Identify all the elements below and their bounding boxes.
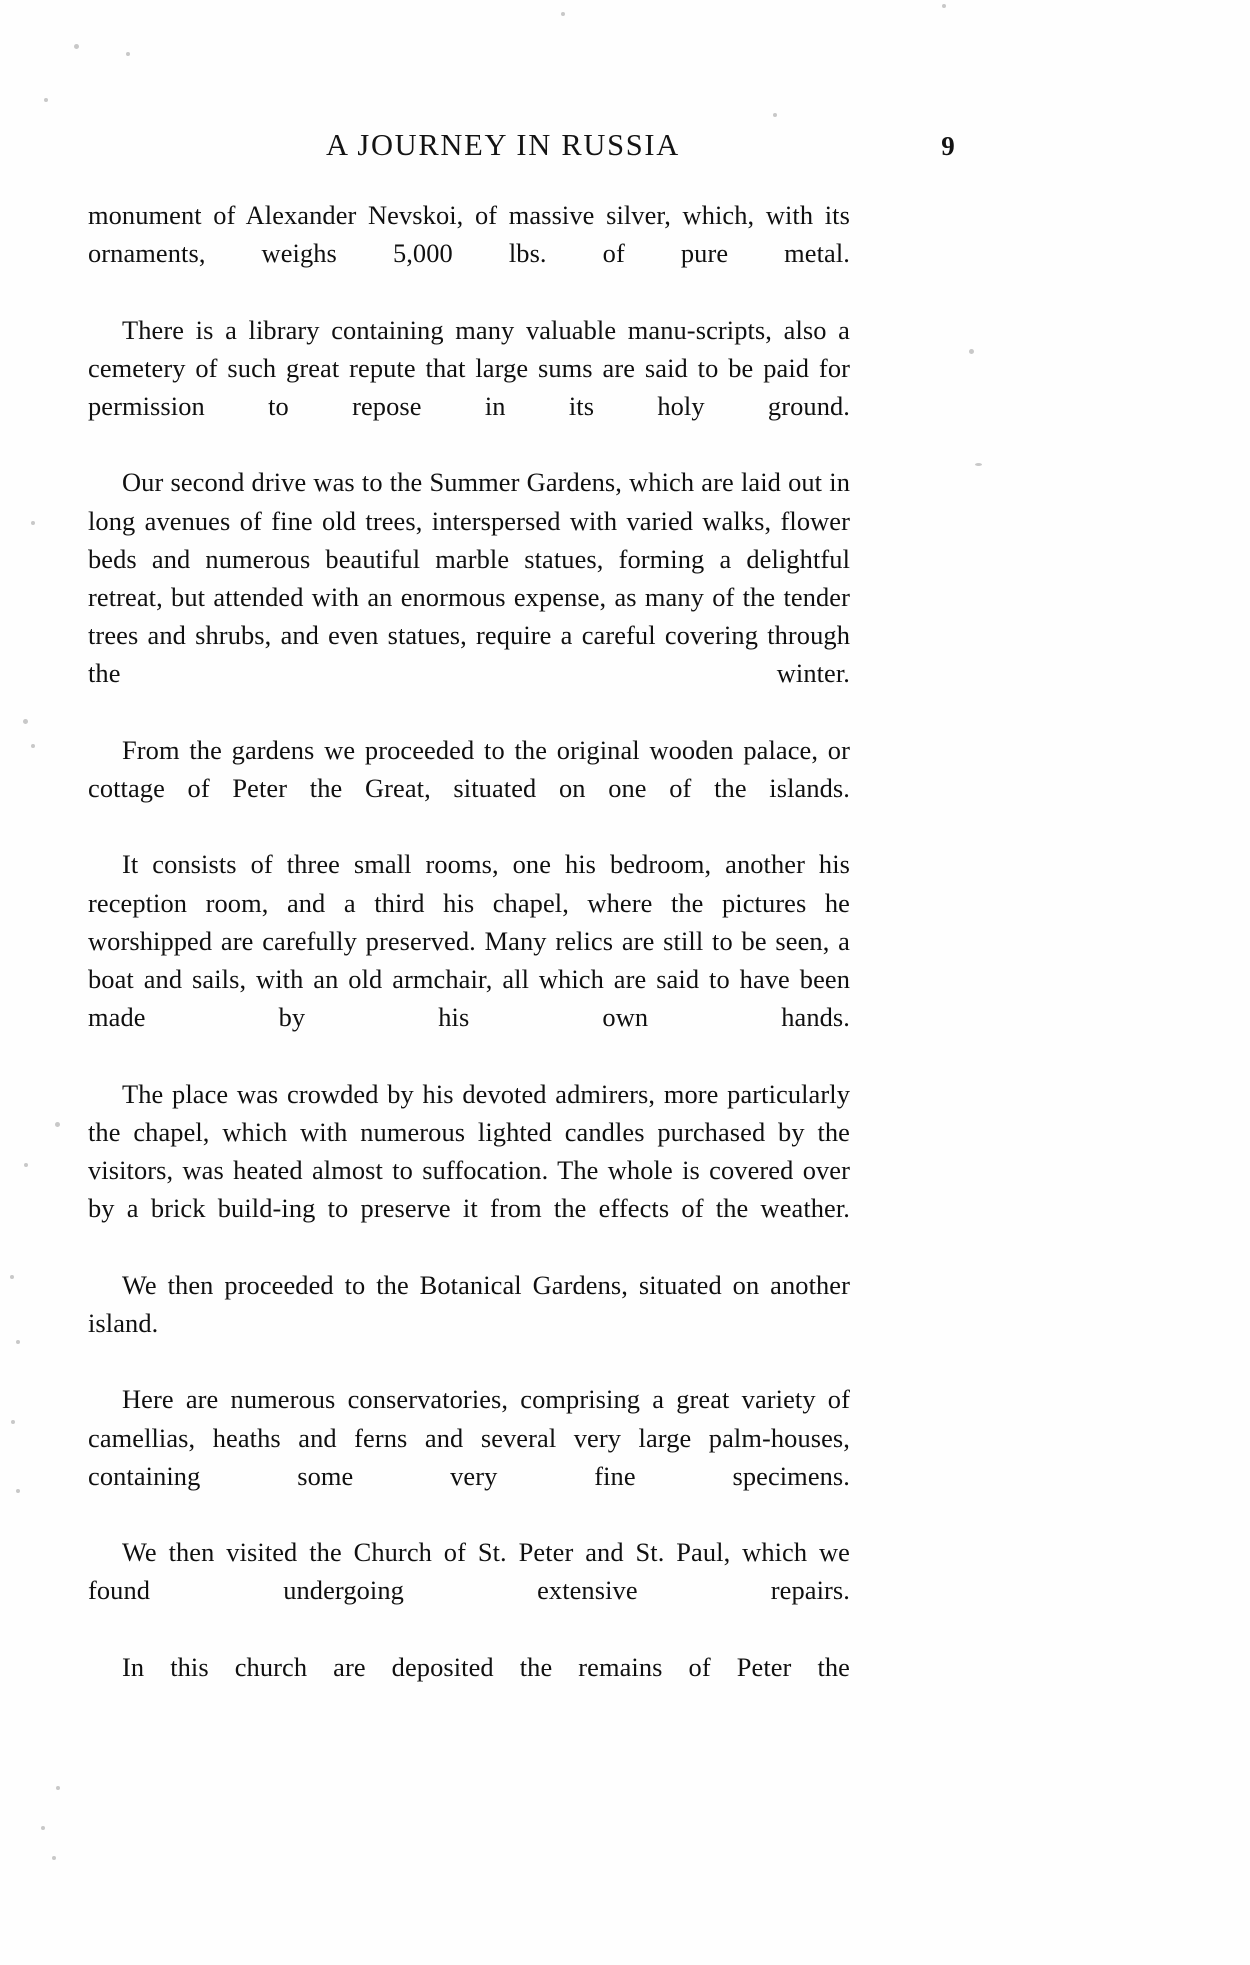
body-text-column bbox=[88, 196, 850, 1724]
scan-speck bbox=[56, 1786, 60, 1790]
paragraph: We then proceeded to the Botanical Gardens, situated on another island. bbox=[88, 1269, 850, 1338]
scan-speck bbox=[942, 4, 946, 8]
paragraph: The place was crowded by his devoted admirers, more particularly the chapel, which with numerous lighted candles purchased by the visitors, was heated almost to suffocation. The whole is covered over by a brick build-ing to preserve it from the effects of the weather. bbox=[88, 1078, 850, 1224]
scan-speck bbox=[16, 1340, 20, 1344]
paragraph: From the gardens we proceeded to the original wooden palace, or cottage of Peter the Great, situated on one of the islands. bbox=[88, 734, 850, 804]
scan-speck bbox=[74, 44, 79, 49]
scan-speck bbox=[975, 463, 982, 466]
scan-speck bbox=[52, 1856, 56, 1860]
paragraph: Our second drive was to the Summer Gardens, which are laid out in long avenues of fine old trees, interspersed with varied walks, flower beds and numerous beautiful marble statues, forming a delightful retreat, but attended with an enormous expense, as many of the tender trees and shrubs, and even statues, require a careful covering through the winter. bbox=[88, 467, 850, 689]
scan-speck bbox=[55, 1122, 60, 1127]
scan-speck bbox=[16, 1489, 20, 1493]
paragraph: There is a library containing many valuable manu-scripts, also a cemetery of such great repute that large sums are said to be paid for permission to repose in its holy ground. bbox=[88, 314, 850, 422]
scan-speck bbox=[31, 521, 35, 525]
scan-speck bbox=[23, 719, 28, 724]
paragraph: It consists of three small rooms, one his bedroom, another his reception room, and a third his chapel, where the pictures he worshipped are carefully preserved. Many relics are still to be seen, a boat and sails, with an old armchair, all which are said to have been made by his own hands. bbox=[88, 849, 850, 1033]
scan-speck bbox=[31, 744, 35, 748]
paragraph: We then visited the Church of St. Peter and St. Paul, which we found undergoing extensive repairs. bbox=[88, 1537, 850, 1606]
scan-speck bbox=[773, 113, 777, 117]
scan-speck bbox=[41, 1826, 45, 1830]
page-header bbox=[108, 128, 1058, 172]
scan-speck bbox=[561, 12, 565, 16]
paragraph: Here are numerous conservatories, comprising a great variety of camellias, heaths and ferns and several very large palm-houses, containing some very fine specimens. bbox=[88, 1384, 850, 1491]
paragraph: monument of Alexander Nevskoi, of massive silver, which, with its ornaments, weighs 5,000 lbs. of pure metal. bbox=[88, 200, 850, 269]
running-title: A JOURNEY IN RUSSIA bbox=[326, 128, 680, 162]
scan-speck bbox=[11, 1420, 15, 1424]
scan-speck bbox=[10, 1275, 14, 1279]
paragraph: In this church are deposited the remains of Peter the bbox=[122, 1651, 850, 1682]
scan-speck bbox=[969, 349, 974, 354]
page-number: 9 bbox=[941, 131, 955, 161]
scan-speck bbox=[44, 98, 48, 102]
scan-speck bbox=[126, 52, 130, 56]
scan-speck bbox=[24, 1163, 28, 1167]
